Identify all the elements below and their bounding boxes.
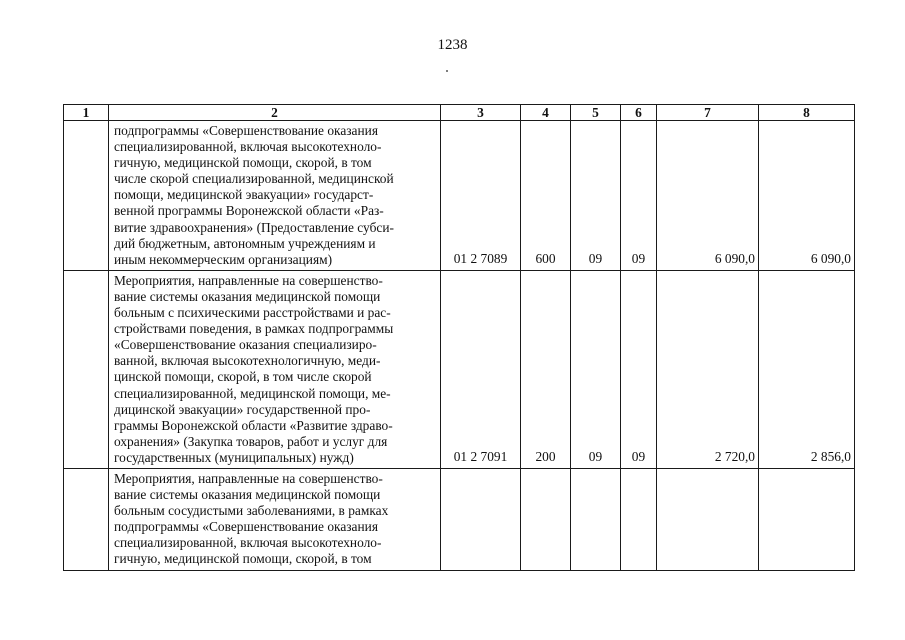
amount-year2-cell: 6 090,0 bbox=[759, 121, 855, 271]
description-line: вание системы оказания медицинской помощи bbox=[114, 288, 381, 304]
description-line: цинской помощи, скорой, в том числе скорой bbox=[114, 369, 372, 385]
description-line: больным с психическими расстройствами и рас- bbox=[114, 305, 391, 321]
description-line: вание системы оказания медицинской помощи bbox=[114, 487, 381, 503]
description-line: числе скорой специализированной, медицинской bbox=[114, 171, 394, 187]
amount-year2-cell: 2 856,0 bbox=[759, 270, 855, 468]
description-line: «Совершенствование оказания специализиро- bbox=[114, 337, 377, 353]
description-line: граммы Воронежской области «Развитие здраво- bbox=[114, 417, 393, 433]
description-line: венной программы Воронежской области «Раз- bbox=[114, 203, 384, 219]
description-line: специализированной, медицинской помощи, ме- bbox=[114, 385, 391, 401]
target-code-cell: 01 2 7089 bbox=[441, 121, 521, 271]
row-number-cell bbox=[64, 121, 109, 271]
description-line: иным некоммерческим организациям) bbox=[114, 251, 333, 267]
col-header-1: 1 bbox=[64, 105, 109, 121]
amount-year1-cell: 2 720,0 bbox=[657, 270, 759, 468]
row-description bbox=[109, 270, 441, 468]
description-line: помощи, медицинской эвакуации» государст- bbox=[114, 187, 374, 203]
description-line: витие здравоохранения» (Предоставление субси- bbox=[114, 219, 394, 235]
expense-type-cell: 200 bbox=[521, 270, 571, 468]
table-row bbox=[64, 121, 855, 271]
col-header-4: 4 bbox=[521, 105, 571, 121]
col-header-5: 5 bbox=[571, 105, 621, 121]
section-cell: 09 bbox=[571, 270, 621, 468]
description-line: гичную, медицинской помощи, скорой, в том bbox=[114, 551, 372, 567]
amount-year1-cell bbox=[657, 468, 759, 570]
col-header-2: 2 bbox=[109, 105, 441, 121]
section-cell bbox=[571, 468, 621, 570]
description-line: больным сосудистыми заболеваниями, в рамках bbox=[114, 503, 389, 519]
col-header-7: 7 bbox=[657, 105, 759, 121]
amount-year1-cell: 6 090,0 bbox=[657, 121, 759, 271]
description-line: стройствами поведения, в рамках подпрограммы bbox=[114, 321, 394, 337]
subsection-cell bbox=[621, 468, 657, 570]
table-row bbox=[64, 468, 855, 570]
description-line: Мероприятия, направленные на совершенство- bbox=[114, 470, 383, 486]
table-row bbox=[64, 270, 855, 468]
target-code-cell: 01 2 7091 bbox=[441, 270, 521, 468]
description-line: подпрограммы «Совершенствование оказания bbox=[114, 519, 378, 535]
description-line: дицинской эвакуации» государственной про- bbox=[114, 401, 371, 417]
header-row bbox=[64, 105, 855, 121]
amount-year2-cell bbox=[759, 468, 855, 570]
expense-type-cell: 600 bbox=[521, 121, 571, 271]
row-description bbox=[109, 121, 441, 271]
col-header-6: 6 bbox=[621, 105, 657, 121]
row-number-cell bbox=[64, 270, 109, 468]
description-line: специализированной, включая высокотехноло- bbox=[114, 139, 382, 155]
description-line: Мероприятия, направленные на совершенство- bbox=[114, 272, 383, 288]
expense-type-cell bbox=[521, 468, 571, 570]
description-line: дий бюджетным, автономным учреждениям и bbox=[114, 235, 376, 251]
subsection-cell: 09 bbox=[621, 270, 657, 468]
description-line: охранения» (Закупка товаров, работ и услуг для bbox=[114, 433, 388, 449]
row-number-cell bbox=[64, 468, 109, 570]
section-cell: 09 bbox=[571, 121, 621, 271]
budget-table bbox=[63, 104, 855, 571]
col-header-3: 3 bbox=[441, 105, 521, 121]
scan-speck bbox=[446, 70, 448, 72]
subsection-cell: 09 bbox=[621, 121, 657, 271]
page-number: 1238 bbox=[437, 37, 468, 53]
description-line: ванной, включая высокотехнологичную, меди- bbox=[114, 353, 381, 369]
description-line: государственных (муниципальных) нужд) bbox=[114, 449, 354, 465]
description-line: гичную, медицинской помощи, скорой, в том bbox=[114, 155, 372, 171]
description-line: подпрограммы «Совершенствование оказания bbox=[114, 123, 378, 138]
description-line: специализированной, включая высокотехноло- bbox=[114, 535, 382, 551]
target-code-cell bbox=[441, 468, 521, 570]
col-header-8: 8 bbox=[759, 105, 855, 121]
row-description bbox=[109, 468, 441, 570]
